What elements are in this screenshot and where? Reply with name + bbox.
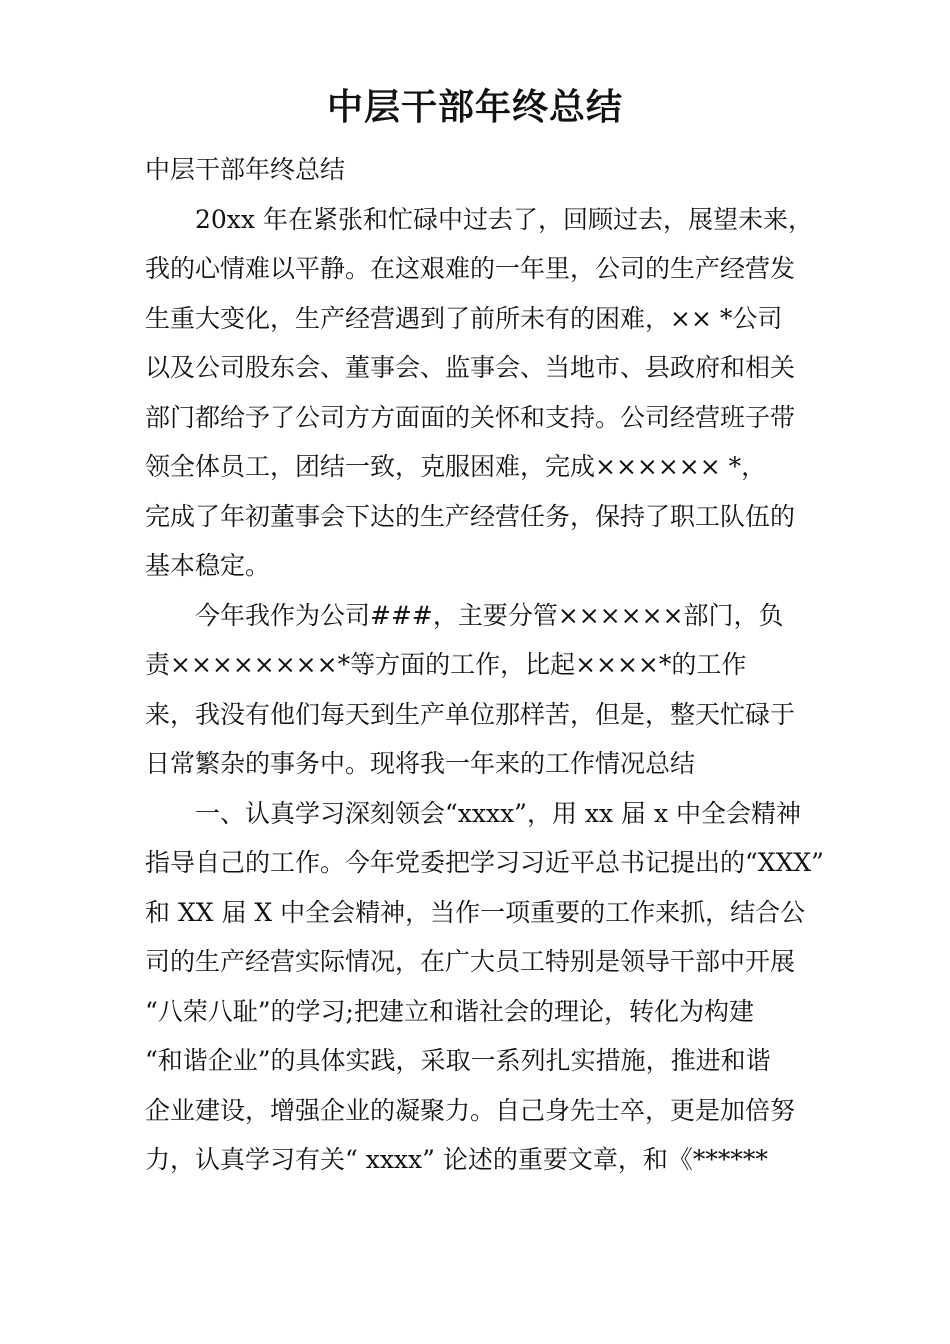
paragraph-line: 以及公司股东会、董事会、监事会、当地市、县政府和相关 bbox=[145, 353, 796, 382]
paragraph-line: 责××××××××*等方面的工作，比起××××*的工作 bbox=[145, 650, 747, 679]
paragraph-line: 部门都给予了公司方方面面的关怀和支持。公司经营班子带 bbox=[145, 402, 796, 432]
paragraph-line: 生重大变化，生产经营遇到了前所未有的困难，×× *公司 bbox=[145, 303, 783, 333]
subtitle-line: 中层干部年终总结 bbox=[145, 155, 346, 184]
paragraph-line: 今年我作为公司###，主要分管××××××部门，负 bbox=[195, 600, 784, 630]
paragraph-line: 20xx 年在紧张和忙碌中过去了，回顾过去，展望未来， bbox=[195, 204, 813, 234]
paragraph-line: 我的心情难以平静。在这艰难的一年里，公司的生产经营发 bbox=[145, 254, 796, 283]
paragraph-line: 指导自己的工作。今年党委把学习习近平总书记提出的“XXX” bbox=[145, 848, 824, 877]
paragraph-line: 企业建设，增强企业的凝聚力。自己身先士卒，更是加倍努 bbox=[145, 1095, 796, 1125]
paragraph-line: 日常繁杂的事务中。现将我一年来的工作情况总结 bbox=[145, 749, 696, 778]
paragraph-line: 力，认真学习有关“ xxxx” 论述的重要文章，和《****** bbox=[145, 1145, 768, 1174]
document-title: 中层干部年终总结 bbox=[326, 87, 623, 128]
document-body bbox=[145, 145, 824, 1185]
paragraph-line: 领全体员工，团结一致，克服困难，完成×××××× *， bbox=[145, 452, 767, 481]
paragraph-line: 基本稳定。 bbox=[145, 551, 271, 580]
paragraph-line: 一、认真学习深刻领会“xxxx”，用 xx 届 x 中全会精神 bbox=[195, 798, 802, 828]
paragraph-line: 来，我没有他们每天到生产单位那样苦，但是，整天忙碌于 bbox=[145, 699, 796, 729]
paragraph-line: 司的生产经营实际情况，在广大员工特别是领导干部中开展 bbox=[145, 947, 796, 976]
paragraph-line: “八荣八耻”的学习;把建立和谐社会的理论，转化为构建 bbox=[145, 996, 754, 1026]
paragraph-line: “和谐企业”的具体实践，采取一系列扎实措施，推进和谐 bbox=[145, 1046, 771, 1075]
paragraph-line: 和 XX 届 X 中全会精神，当作一项重要的工作来抓，结合公 bbox=[145, 897, 806, 927]
paragraph-line: 完成了年初董事会下达的生产经营任务，保持了职工队伍的 bbox=[145, 501, 796, 531]
